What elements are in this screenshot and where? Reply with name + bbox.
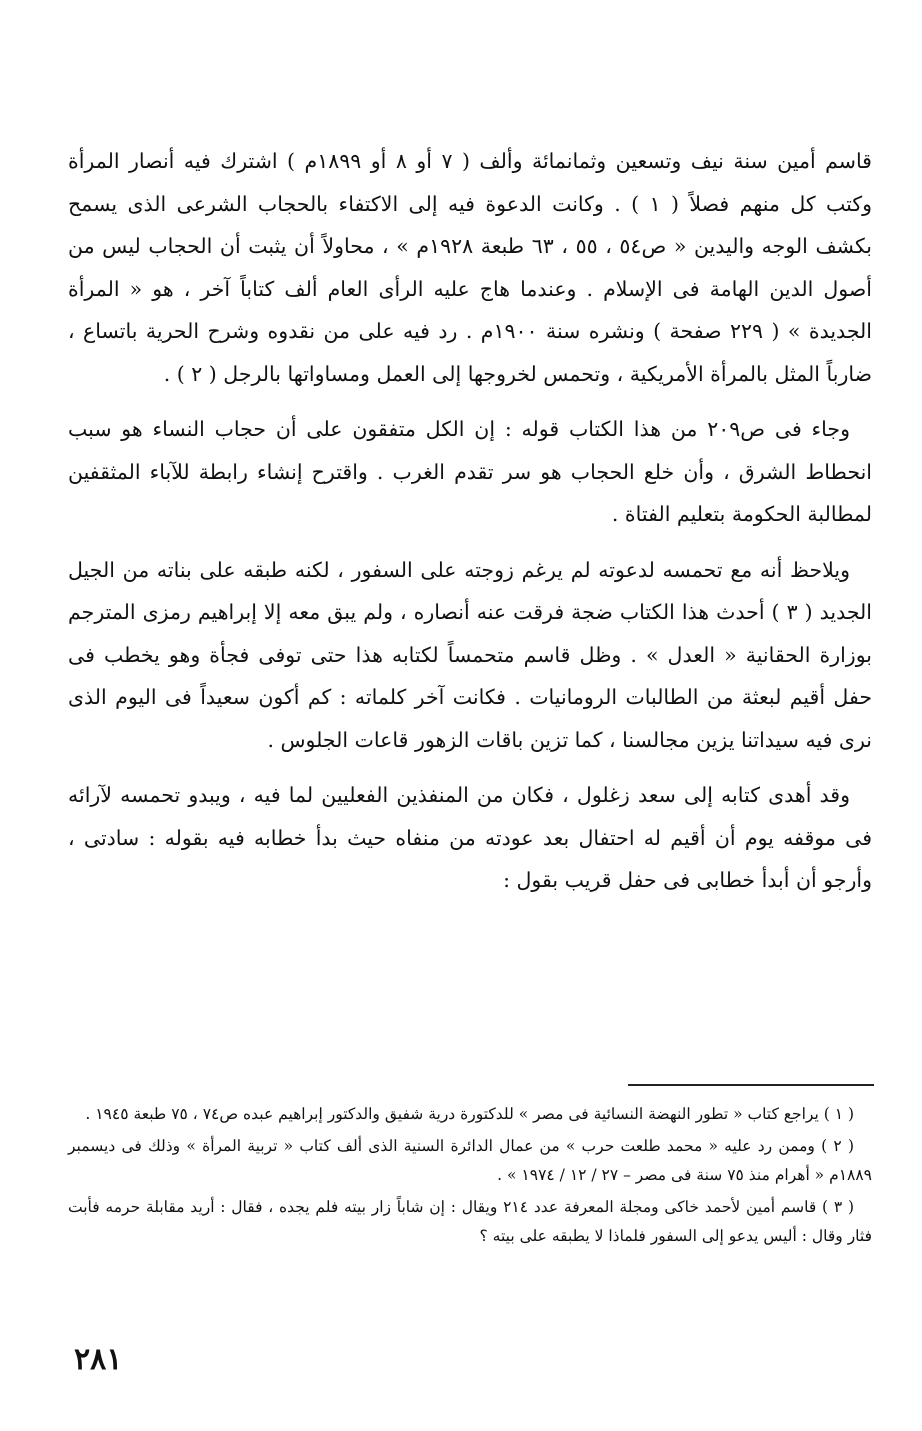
footnotes [68, 1100, 872, 1254]
page-number: ٢٨١ [74, 1342, 123, 1377]
paragraph-1: قاسم أمين سنة نيف وتسعين وثمانمائة وألف ( ٧ أو ٨ أو ١٨٩٩م ) اشترك فيه أنصار المرأة وكتب كل منهم فصلاً ( ١ ) . وكانت الدعوة فيه إلى الاكتفاء بالحجاب الشرعى الذى يسمح بكشف الوجه واليدين « ص٥٤ ، ٥٥ ، ٦٣ طبعة ١٩٢٨م » ، محاولاً أن يثبت أن الحجاب ليس من أصول الدين الهامة فى الإسلام . وعندما هاج عليه الرأى العام ألف كتاباً آخر ، هو « المرأة الجديدة » ( ٢٢٩ صفحة ) ونشره سنة ١٩٠٠م . رد فيه على من نقدوه وشرح الحرية باتساع ، ضارباً المثل بالمرأة الأمريكية ، وتحمس لخروجها إلى العمل ومساواتها بالرجل ( ٢ ) . [68, 149, 872, 386]
footnote-3: ( ٣ ) قاسم أمين لأحمد خاكى ومجلة المعرفة عدد ٢١٤ ويقال : إن شاباً زار بيته فلم يجده ، فقال : أريد مقابلة حرمه فأبت فثار وقال : أليس يدعو إلى السفور فلماذا لا يطبقه على بيته ؟ [68, 1198, 872, 1245]
footnote-separator [628, 1084, 874, 1086]
footnote-1: ( ١ ) يراجع كتاب « تطور النهضة النسائية فى مصر » للدكتورة درية شفيق والدكتور إبراهيم عبده ص٧٤ ، ٧٥ طبعة ١٩٤٥ . [85, 1105, 854, 1123]
paragraph-2: وجاء فى ص٢٠٩ من هذا الكتاب قوله : إن الكل متفقون على أن حجاب النساء هو سبب انحطاط الشرق ، وأن خلع الحجاب هو سر تقدم الغرب . واقترح إنشاء رابطة للآباء المثقفين لمطالبة الحكومة بتعليم الفتاة . [68, 417, 872, 526]
paragraph-4: وقد أهدى كتابه إلى سعد زغلول ، فكان من المنفذين الفعليين لما فيه ، ويبدو تحمسه لآرائه فى موقفه يوم أن أقيم له احتفال بعد عودته من منفاه حيث بدأ خطابه فيه بقوله : سادتى ، وأرجو أن أبدأ خطابى فى حفل قريب بقول : [68, 783, 872, 892]
footnote-2: ( ٢ ) وممن رد عليه « محمد طلعت حرب » من عمال الدائرة السنية الذى ألف كتاب « تربية المرأة » وذلك فى ديسمبر ١٨٨٩م « أهرام منذ ٧٥ سنة فى مصر – ٢٧ / ١٢ / ١٩٧٤ » . [68, 1137, 872, 1184]
body-text [68, 140, 872, 915]
paragraph-3: ويلاحظ أنه مع تحمسه لدعوته لم يرغم زوجته على السفور ، لكنه طبقه على بناته من الجيل الجديد ( ٣ ) أحدث هذا الكتاب ضجة فرقت عنه أنصاره ، ولم يبق معه إلا إبراهيم رمزى المترجم بوزارة الحقانية « العدل » . وظل قاسم متحمساً لكتابه هذا حتى توفى فجأة وهو يخطب فى حفل أقيم لبعثة من الطالبات الرومانيات . فكانت آخر كلماته : كم أكون سعيداً فى اليوم الذى نرى فيه سيداتنا يزين مجالسنا ، كما تزين باقات الزهور قاعات الجلوس . [68, 557, 873, 752]
